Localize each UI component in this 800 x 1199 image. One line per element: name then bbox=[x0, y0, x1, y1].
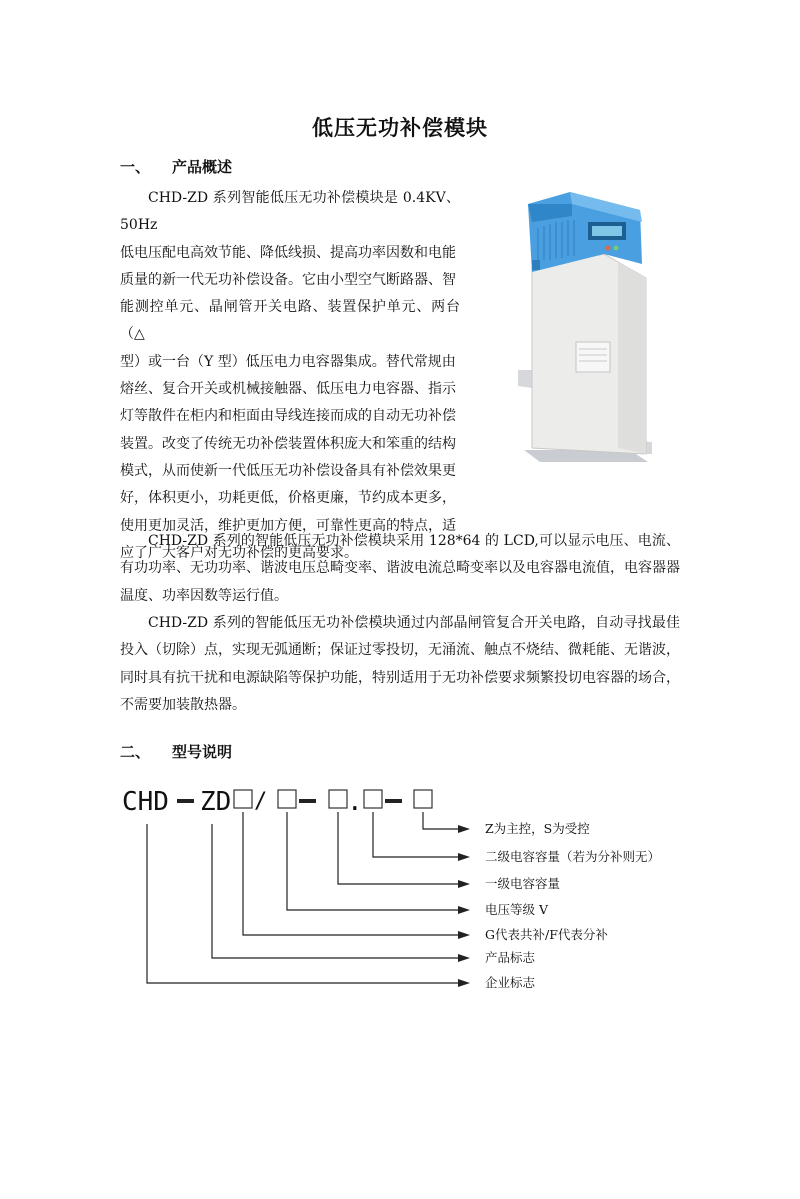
dash-mark bbox=[299, 799, 316, 803]
text-line: 质量的新一代无功补偿设备。它由小型空气断路器、智 bbox=[120, 271, 456, 288]
text-line: 装置。改变了传统无功补偿装置体积庞大和笨重的结构 bbox=[120, 435, 456, 452]
text-line: 好，体积更小，功耗更低，价格更廉，节约成本更多， bbox=[120, 490, 456, 507]
product-image bbox=[512, 192, 660, 470]
placeholder-box-control bbox=[414, 790, 432, 808]
text-line: 熔丝、复合开关或机械接触器、低压电力电容器、指示 bbox=[120, 381, 456, 398]
section-title: 产品概述 bbox=[172, 158, 233, 176]
overview-paragraph-1 bbox=[120, 185, 460, 567]
placeholder-box-type bbox=[234, 790, 252, 808]
dash-mark bbox=[177, 799, 194, 803]
dash-mark bbox=[385, 799, 402, 803]
placeholder-box-voltage bbox=[278, 790, 296, 808]
page-title: 低压无功补偿模块 bbox=[312, 116, 488, 140]
section-heading-model bbox=[120, 741, 232, 762]
overview-paragraph-3 bbox=[120, 610, 680, 719]
legend-item-control: Z为主控，S为受控 bbox=[485, 821, 590, 836]
legend-item-capacity2: 二级电容容量（若为分补则无） bbox=[485, 849, 661, 864]
text-line: 灯等散件在柜内和柜面由导线连接而成的自动无功补偿 bbox=[120, 408, 456, 425]
capacitor-module-illustration bbox=[512, 192, 660, 470]
text-line: 能测控单元、晶闸管开关电路、装置保护单元、两台（△ bbox=[120, 299, 460, 343]
section-number: 一、 bbox=[120, 158, 151, 176]
placeholder-box-capacity1 bbox=[329, 790, 347, 808]
model-code-product: ZD bbox=[200, 787, 232, 817]
model-code-company: CHD bbox=[122, 787, 169, 817]
model-code-slash: / bbox=[254, 789, 268, 814]
text-line: 模式，从而使新一代低压无功补偿设备具有补偿效果更 bbox=[120, 462, 456, 479]
legend-item-capacity1: 一级电容容量 bbox=[485, 876, 561, 891]
text-line: CHD-ZD 系列智能低压无功补偿模块是 0.4KV、50Hz bbox=[120, 190, 460, 234]
legend-item-company: 企业标志 bbox=[485, 975, 536, 990]
section-number: 二、 bbox=[120, 743, 151, 761]
model-code-dot: . bbox=[347, 787, 363, 817]
legend-item-type: G代表共补/F代表分补 bbox=[485, 927, 608, 942]
text-line: 低电压配电高效节能、降低线损、提高功率因数和电能 bbox=[120, 244, 456, 261]
text-line: 型）或一台（Y 型）低压电力电容器集成。替代常规由 bbox=[120, 353, 456, 370]
legend-item-product: 产品标志 bbox=[485, 950, 536, 965]
paragraph-text: CHD-ZD 系列的智能低压无功补偿模块采用 128*64 的 LCD,可以显示电压、电流、有功功率、无功功率、谐波电压总畸变率、谐波电流总畸变率以及电容器电流值，电容器器温度、功率因数等运行值。 bbox=[120, 533, 680, 604]
legend-item-voltage: 电压等级 V bbox=[485, 902, 549, 917]
section-heading-overview bbox=[120, 156, 232, 177]
overview-paragraph-2 bbox=[120, 528, 680, 610]
section-title: 型号说明 bbox=[172, 743, 233, 761]
paragraph-text: CHD-ZD 系列的智能低压无功补偿模块通过内部晶闸管复合开关电路，自动寻找最佳投入（切除）点，实现无弧通断；保证过零投切，无涌流、触点不烧结、微耗能、无谐波，同时具有抗干扰和电源缺陷等保护功能，特别适用于无功补偿要求频繁投切电容器的场合，不需要加装散热器。 bbox=[120, 615, 680, 713]
text-line: 使用更加灵活，维护更加方便，可靠性更高的特点，适 bbox=[120, 517, 456, 534]
placeholder-box-capacity2 bbox=[364, 790, 382, 808]
text-line: 应了广大客户对无功补偿的更高要求。 bbox=[120, 544, 358, 561]
